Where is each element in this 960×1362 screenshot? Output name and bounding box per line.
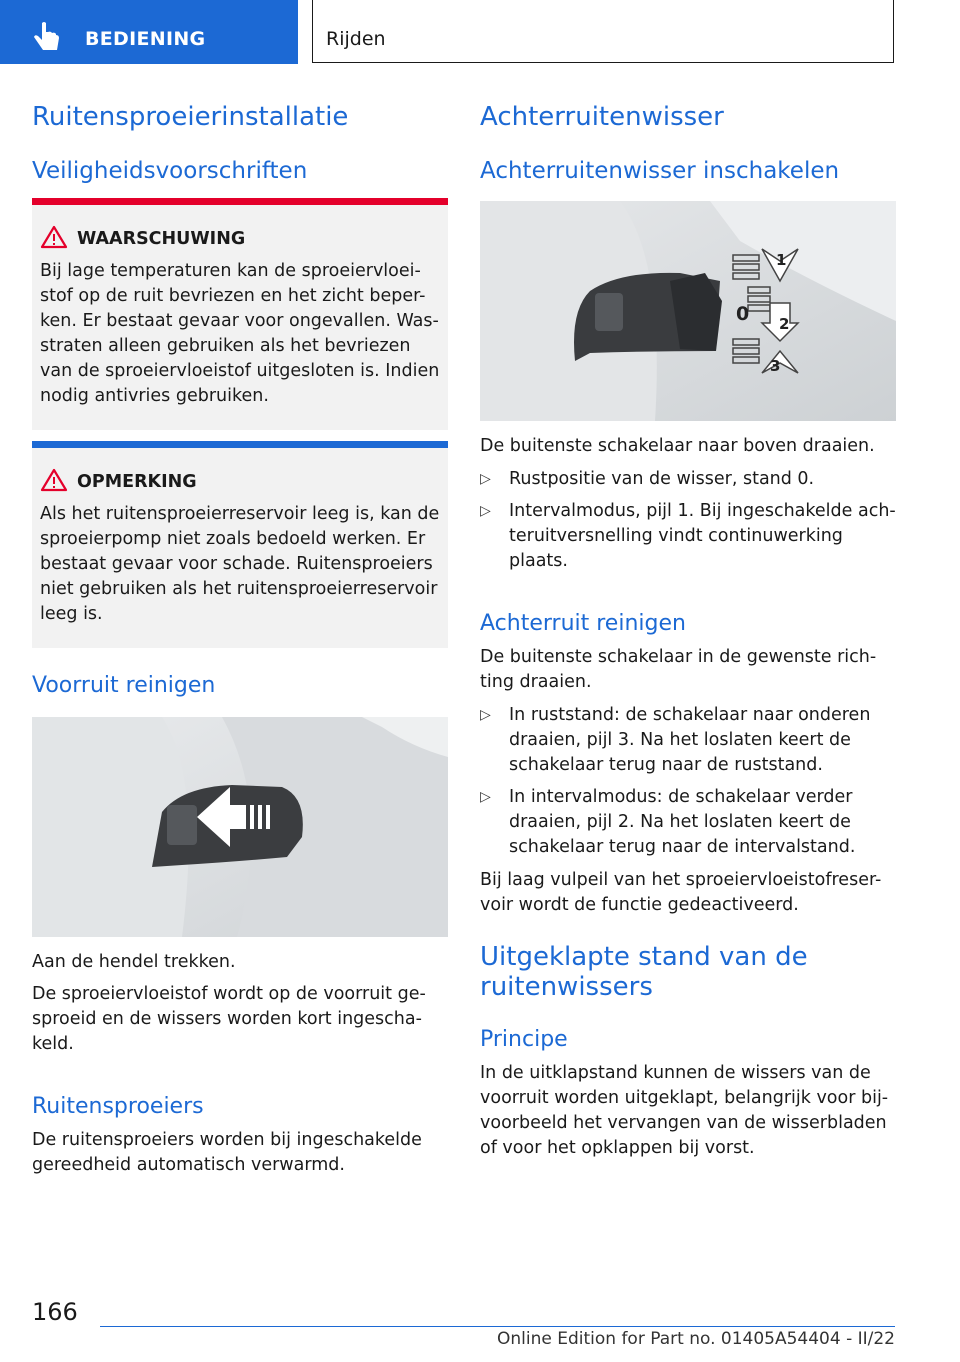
chapter-label: Rijden	[326, 28, 386, 50]
front-clean-step: Aan de hendel trekken.	[32, 952, 236, 972]
section-label: BEDIENING	[85, 28, 206, 50]
safety-heading: Veiligheidsvoorschriften	[32, 158, 308, 184]
note-title: OPMERKING	[77, 472, 197, 492]
note-box	[32, 441, 448, 648]
rear-wiper-on-heading: Achterruitenwisser inschakelen	[480, 158, 840, 184]
rear-clean-note: Bij laag vulpeil van het sproeiervloeistofreser-voir wordt de functie gedeactiveerd.	[480, 870, 882, 915]
chapter-tab[interactable]	[312, 0, 894, 63]
lever-pull-illustration	[32, 717, 448, 937]
edition-info: Online Edition for Part no. 01405A54404 - II/22	[496, 1329, 895, 1349]
position-label-1: 1	[776, 251, 787, 269]
rear-wiper-heading: Achterruitenwisser	[480, 102, 724, 132]
rear-clean-step: De buitenste schakelaar in de gewenste rich-ting draaien.	[480, 647, 877, 692]
front-clean-heading: Voorruit reinigen	[32, 673, 216, 698]
position-label-3: 3	[770, 357, 781, 375]
footer-divider	[100, 1326, 895, 1327]
bullet-arrow-icon: ▷	[480, 707, 491, 723]
fold-position-heading-line1: Uitgeklapte stand van de	[480, 942, 808, 972]
note-text: Als het ruitensproeierreservoir leeg is, kan de sproeierpomp niet zoals bedoeld werken. Er bestaat gevaar voor schade. Ruitensproeiers niet gebruiken als het ruitensproeierreservoir leeg is.	[40, 504, 440, 624]
principle-heading: Principe	[480, 1027, 568, 1052]
section-tab[interactable]	[0, 0, 298, 64]
bullet-arrow-icon: ▷	[480, 789, 491, 805]
rear-wiper-step: De buitenste schakelaar naar boven draaien.	[480, 436, 875, 456]
rear-clean-heading: Achterruit reinigen	[480, 611, 686, 636]
page-number: 166	[32, 1298, 78, 1326]
sprayers-desc: De ruitensproeiers worden bij ingeschakelde gereedheid automatisch verwarmd.	[32, 1130, 422, 1175]
rear-wiper-illustration	[480, 201, 896, 421]
warning-triangle-icon	[40, 468, 68, 492]
bullet-arrow-icon: ▷	[480, 471, 491, 487]
sprayers-heading: Ruitensproeiers	[32, 1094, 204, 1119]
warning-box	[32, 198, 448, 430]
bullet-arrow-icon: ▷	[480, 503, 491, 519]
warning-text: Bij lage temperaturen kan de sproeiervloei-stof op de ruit bevriezen en het zicht beper-ken. Er bestaat gevaar voor ongevallen. Was-straten alleen gebruiken als het bevriezen van de sproeiervloeistof uitgesloten is. Indien nodig antivries gebruiken.	[40, 261, 440, 406]
warning-title: WAARSCHUWING	[77, 229, 246, 249]
front-washer-lever-image	[32, 717, 448, 937]
rear-wiper-switch-image	[480, 201, 896, 421]
position-label-2: 2	[779, 315, 790, 333]
section-heading: Ruitensproeierinstallatie	[32, 102, 349, 132]
principle-desc: In de uitklapstand kunnen de wissers van de voorruit worden uitgeklapt, belangrijk voor bij-voorbeeld het vervangen van de wisserbladen of voor het opklappen bij vorst.	[480, 1063, 889, 1158]
hand-pointer-icon	[30, 20, 64, 54]
warning-triangle-icon	[40, 225, 68, 249]
front-clean-desc: De sproeiervloeistof wordt op de voorruit ge-sproeid en de wissers worden kort ingescha-keld.	[32, 984, 426, 1054]
position-label-0: 0	[736, 303, 750, 325]
fold-position-heading-line2: ruitenwissers	[480, 972, 653, 1002]
